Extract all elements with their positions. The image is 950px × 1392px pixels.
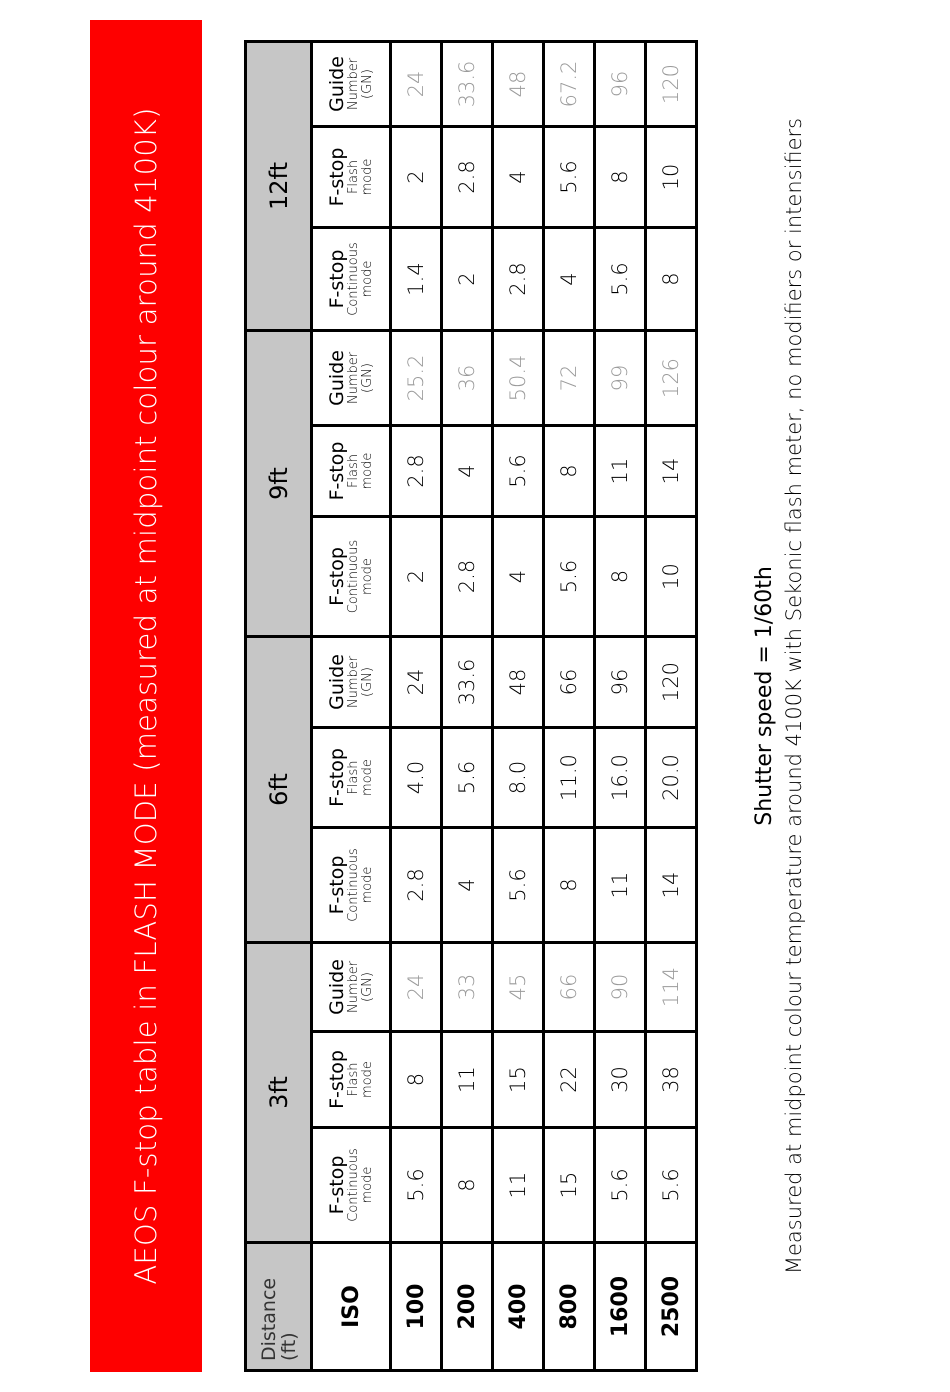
column-header-main: F-stop [325, 855, 348, 915]
value-cell: 66 [544, 637, 595, 728]
value-cell: 8 [544, 828, 595, 943]
value-cell: 120 [646, 637, 697, 728]
value-cell: 5.6 [544, 517, 595, 637]
column-header-sub: Continuous [345, 539, 361, 614]
iso-column-header: ISO [312, 1243, 391, 1371]
table-row [442, 42, 493, 1371]
column-header-main: Guide [325, 56, 348, 112]
value-cell: 5.6 [391, 1128, 442, 1243]
value-cell: 2.8 [442, 517, 493, 637]
value-cell: 2 [391, 517, 442, 637]
column-header-main: F-stop [325, 748, 348, 807]
value-cell: 8 [391, 1032, 442, 1128]
shutter-speed-note: Shutter speed = 1/60th [752, 566, 777, 826]
value-cell: 24 [391, 42, 442, 127]
value-cell: 2 [442, 228, 493, 331]
value-cell: 30 [595, 1032, 646, 1128]
value-cell: 2.8 [391, 426, 442, 517]
column-header [312, 1032, 391, 1128]
column-header [312, 331, 391, 426]
value-cell: 90 [595, 943, 646, 1032]
column-header-sub: (GN) [359, 972, 375, 1002]
value-cell: 38 [646, 1032, 697, 1128]
value-cell: 1.4 [391, 228, 442, 331]
value-cell: 96 [595, 637, 646, 728]
column-header [312, 228, 391, 331]
value-cell: 33 [442, 943, 493, 1032]
column-header [312, 517, 391, 637]
value-cell: 114 [646, 943, 697, 1032]
column-header-sub: Flash [345, 159, 361, 195]
value-cell: 4 [493, 127, 544, 228]
value-cell: 4 [442, 828, 493, 943]
value-cell: 10 [646, 517, 697, 637]
column-header-sub: Flash [345, 453, 361, 489]
value-cell: 5.6 [493, 828, 544, 943]
corner-label-line: (ft) [277, 1332, 300, 1361]
distance-header-row [246, 42, 312, 1371]
column-header-sub: Continuous [345, 1148, 361, 1222]
column-header-sub: Number [345, 655, 361, 709]
value-cell: 11 [595, 426, 646, 517]
value-cell: 4 [493, 517, 544, 637]
value-cell: 15 [493, 1032, 544, 1128]
value-cell: 66 [544, 943, 595, 1032]
value-cell: 99 [595, 331, 646, 426]
value-cell: 24 [391, 637, 442, 728]
column-header [312, 943, 391, 1032]
table-row [646, 42, 697, 1371]
column-header [312, 127, 391, 228]
value-cell: 48 [493, 42, 544, 127]
value-cell: 11 [442, 1032, 493, 1128]
column-header-sub: mode [359, 260, 375, 298]
column-header-sub: mode [359, 452, 375, 490]
column-header-main: F-stop [325, 1050, 348, 1109]
value-cell: 96 [595, 42, 646, 127]
column-header-sub: mode [359, 158, 375, 196]
corner-label-line: Distance [257, 1277, 280, 1361]
column-header-main: F-stop [325, 147, 348, 207]
column-header-main: Guide [325, 959, 348, 1015]
value-cell: 36 [442, 331, 493, 426]
column-header-sub: Continuous [345, 848, 361, 922]
column-header [312, 828, 391, 943]
value-cell: 120 [646, 42, 697, 127]
column-header-main: Guide [325, 350, 348, 406]
value-cell: 33.6 [442, 42, 493, 127]
value-cell: 5.6 [544, 127, 595, 228]
value-cell: 11.0 [544, 728, 595, 828]
iso-cell: 100 [391, 1243, 442, 1371]
column-header-sub: mode [359, 558, 375, 595]
table-row [391, 42, 442, 1371]
value-cell: 5.6 [595, 1128, 646, 1243]
column-header [312, 728, 391, 828]
value-cell: 48 [493, 637, 544, 728]
value-cell: 2.8 [442, 127, 493, 228]
column-header-sub: Continuous [345, 242, 361, 316]
column-header-sub: Number [345, 351, 361, 405]
column-header-sub: Flash [345, 1062, 361, 1097]
value-cell: 8.0 [493, 728, 544, 828]
value-cell: 72 [544, 331, 595, 426]
value-cell: 4 [544, 228, 595, 331]
value-cell: 11 [595, 828, 646, 943]
value-cell: 16.0 [595, 728, 646, 828]
value-cell: 8 [442, 1128, 493, 1243]
column-header-main: F-stop [325, 441, 348, 501]
value-cell: 45 [493, 943, 544, 1032]
measurement-note: Measured at midpoint colour temperature around 4100K with Sekonic flash meter, no modifiers or intensifiers [782, 117, 806, 1275]
distance-header: 9ft [246, 331, 312, 637]
value-cell: 20.0 [646, 728, 697, 828]
value-cell: 4 [442, 426, 493, 517]
column-header-sub: mode [359, 866, 375, 904]
table-row [544, 42, 595, 1371]
column-header-sub: Number [345, 960, 361, 1014]
value-cell: 50.4 [493, 331, 544, 426]
value-cell: 2.8 [493, 228, 544, 331]
column-header-main: F-stop [325, 249, 348, 309]
column-header-sub: (GN) [359, 363, 375, 393]
value-cell: 5.6 [442, 728, 493, 828]
iso-cell: 1600 [595, 1243, 646, 1371]
column-header [312, 42, 391, 127]
value-cell: 25.2 [391, 331, 442, 426]
value-cell: 14 [646, 828, 697, 943]
value-cell: 24 [391, 943, 442, 1032]
table-row [493, 42, 544, 1371]
value-cell: 5.6 [493, 426, 544, 517]
value-cell: 5.6 [595, 228, 646, 331]
distance-header: 6ft [246, 637, 312, 943]
column-header-sub: (GN) [359, 69, 375, 99]
column-header [312, 1128, 391, 1243]
column-header-sub: mode [359, 1061, 375, 1098]
column-header-main: Guide [325, 654, 348, 710]
value-cell: 2.8 [391, 828, 442, 943]
value-cell: 5.6 [646, 1128, 697, 1243]
value-cell: 11 [493, 1128, 544, 1243]
value-cell: 8 [544, 426, 595, 517]
fstop-table [244, 40, 698, 1372]
value-cell: 33.6 [442, 637, 493, 728]
column-header-row [312, 42, 391, 1371]
distance-header: 3ft [246, 943, 312, 1243]
table-row [595, 42, 646, 1371]
column-header-sub: (GN) [359, 667, 375, 697]
value-cell: 15 [544, 1128, 595, 1243]
distance-header: 12ft [246, 42, 312, 331]
column-header-sub: Flash [345, 760, 361, 795]
column-header-sub: mode [359, 759, 375, 796]
column-header-main: F-stop [325, 547, 348, 606]
distance-corner-label [246, 1243, 312, 1371]
iso-cell: 400 [493, 1243, 544, 1371]
iso-cell: 800 [544, 1243, 595, 1371]
value-cell: 8 [595, 127, 646, 228]
value-cell: 22 [544, 1032, 595, 1128]
iso-cell: 2500 [646, 1243, 697, 1371]
iso-cell: 200 [442, 1243, 493, 1371]
value-cell: 4.0 [391, 728, 442, 828]
column-header-sub: mode [359, 1166, 375, 1204]
value-cell: 14 [646, 426, 697, 517]
title-banner [90, 20, 202, 1372]
column-header [312, 637, 391, 728]
column-header-main: F-stop [325, 1155, 348, 1215]
value-cell: 67.2 [544, 42, 595, 127]
column-header [312, 426, 391, 517]
value-cell: 8 [646, 228, 697, 331]
value-cell: 10 [646, 127, 697, 228]
value-cell: 126 [646, 331, 697, 426]
column-header-sub: Number [345, 57, 361, 111]
page-title: AEOS F-stop table in FLASH MODE (measured at midpoint colour around 4100K) [129, 107, 163, 1285]
value-cell: 8 [595, 517, 646, 637]
value-cell: 2 [391, 127, 442, 228]
